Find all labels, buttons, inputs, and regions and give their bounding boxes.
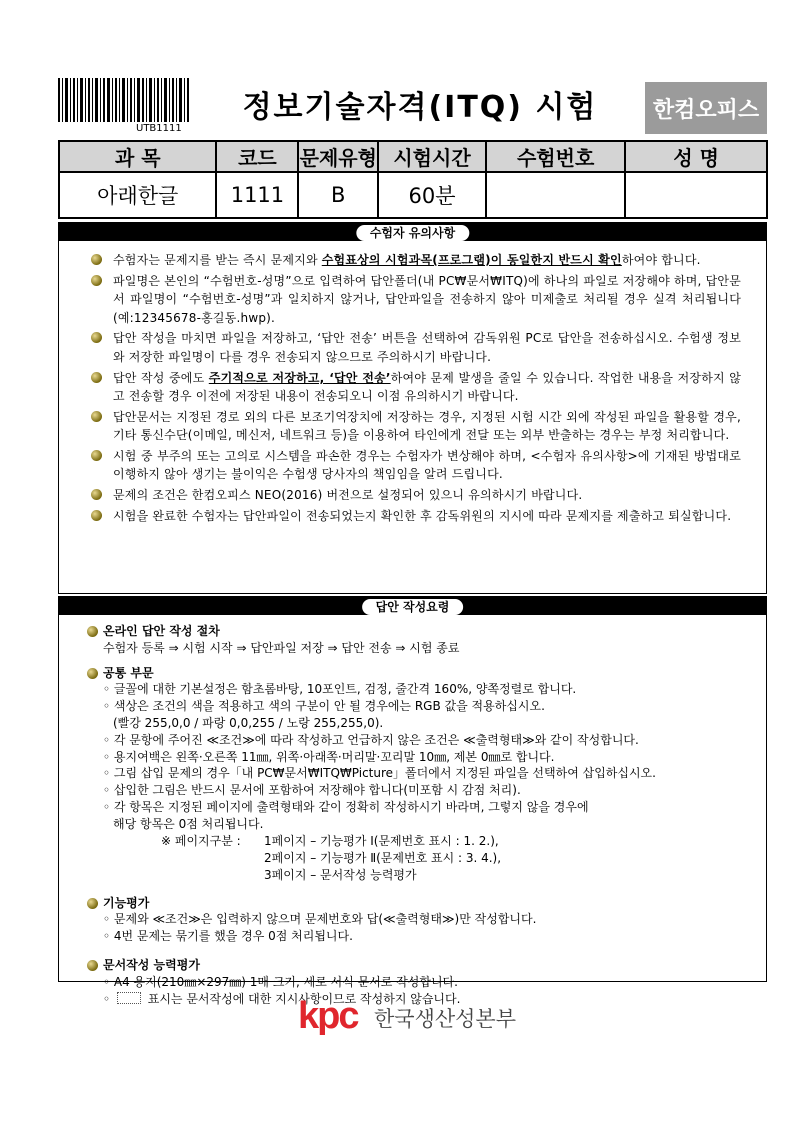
- common-line: ◦ 그림 삽입 문제의 경우「내 PC₩문서₩ITQ₩Picture」폴더에서 지정된 파일을 선택하여 삽입하십시오.: [103, 766, 656, 781]
- document-line: ◦ A4 용지(210㎜×297㎜) 1매 크기, 세로 서식 문서로 작성합니다.: [103, 974, 458, 989]
- guide-title: 답안 작성요령: [362, 599, 464, 615]
- online-heading: 온라인 답안 작성 절차: [87, 623, 757, 640]
- common-line: ◦ 용지여백은 왼쪽·오른쪽 11㎜, 위쪽·아래쪽·머리말·꼬리말 10㎜, 제본 0㎜로 합니다.: [103, 749, 555, 764]
- common-line: ◦ 각 문항에 주어진 ≪조건≫에 따라 작성하고 언급하지 않은 조건은 ≪출력형태≫와 같이 작성합니다.: [103, 732, 639, 747]
- kpc-logo-text: kpc: [298, 995, 358, 1035]
- common-line: (빨강 255,0,0 / 파랑 0,0,255 / 노랑 255,255,0).: [113, 715, 384, 730]
- page-note-line: 2페이지 – 기능평가 Ⅱ(문제번호 표시 : 3. 4.),: [264, 850, 502, 865]
- document-line: ◦ 표시는 문서작성에 대한 지시사항이므로 작성하지 않습니다.: [103, 991, 461, 1006]
- bullet-icon: [87, 668, 98, 679]
- notice-item: 답안 작성을 마치면 파일을 저장하고, ‘답안 전송’ 버튼을 선택하여 감독위원 PC로 답안을 전송하십시오. 수험생 정보와 저장한 파일명이 다를 경우 전송되지 않으므로 주의하시기 바랍니다.: [91, 329, 741, 366]
- exam-info-table: [58, 140, 768, 219]
- bullet-icon: [91, 489, 102, 500]
- notice-item: 수험자는 문제지를 받는 즉시 문제지와 수험표상의 시험과목(프로그램)이 동일한지 반드시 확인하여야 합니다.: [91, 251, 741, 270]
- bullet-icon: [91, 372, 102, 383]
- notice-item: 시험을 완료한 수험자는 답안파일이 전송되었는지 확인한 후 감독위원의 지시에 따라 문제지를 제출하고 퇴실합니다.: [91, 507, 741, 526]
- bullet-icon: [91, 450, 102, 461]
- document-heading: 문서작성 능력평가: [87, 957, 757, 974]
- bullet-icon: [87, 626, 98, 637]
- software-badge: 한컴오피스: [645, 82, 767, 134]
- bullet-icon: [87, 960, 98, 971]
- page-note-line: 1페이지 – 기능평가 Ⅰ(문제번호 표시 : 1. 2.),: [264, 833, 499, 848]
- bullet-icon: [87, 898, 98, 909]
- bullet-icon: [91, 510, 102, 521]
- value-name: [625, 172, 767, 218]
- page-title: 정보기술자격(ITQ) 시험: [242, 90, 598, 125]
- dotted-box-icon: [117, 992, 141, 1004]
- page-note-label: ※ 페이지구분 :: [161, 833, 241, 848]
- page-notes: [87, 833, 757, 883]
- bullet-icon: [91, 332, 102, 343]
- barcode: [58, 78, 190, 122]
- header-name: 성 명: [625, 141, 767, 172]
- header-type: 문제유형: [298, 141, 378, 172]
- notice-item: 문제의 조건은 한컴오피스 NEO(2016) 버전으로 설정되어 있으니 유의하시기 바랍니다.: [91, 486, 741, 505]
- value-code: 1111: [216, 172, 298, 218]
- notice-item: 답안 작성 중에도 주기적으로 저장하고, ‘답안 전송’하여야 문제 발생을 줄일 수 있습니다. 작업한 내용을 저장하지 않고 전송할 경우 이전에 저장된 내용이 전송되오니 이점 유의하시기 바랍니다.: [91, 369, 741, 406]
- barcode-number: UTB1111: [136, 123, 182, 134]
- value-type: B: [298, 172, 378, 218]
- header-exam-number: 수험번호: [486, 141, 626, 172]
- kpc-logo: [298, 995, 368, 1035]
- notice-title: 수험자 유의사항: [356, 225, 469, 241]
- notice-section: [58, 222, 767, 594]
- bullet-icon: [91, 275, 102, 286]
- bullet-icon: [91, 411, 102, 422]
- header-code: 코드: [216, 141, 298, 172]
- header-time: 시험시간: [378, 141, 486, 172]
- function-line: ◦ 문제와 ≪조건≫은 입력하지 않으며 문제번호와 답(≪출력형태≫)만 작성합니다.: [103, 912, 537, 927]
- page-note-line: 3페이지 – 문서작성 능력평가: [264, 867, 417, 882]
- common-heading: 공통 부문: [87, 665, 757, 682]
- value-subject: 아래한글: [59, 172, 216, 218]
- value-time: 60분: [378, 172, 486, 218]
- function-line: ◦ 4번 문제는 묶기를 했을 경우 0점 처리됩니다.: [103, 929, 353, 944]
- notice-item: 답안문서는 지정된 경로 외의 다른 보조기억장치에 저장하는 경우, 지정된 시험 시간 외에 작성된 파일을 활용할 경우, 기타 통신수단(이메일, 메신저, 네트워크 등)을 이용하여 타인에게 전달 또는 외부 반출하는 경우는 부정 처리합니다.: [91, 408, 741, 445]
- guide-section: [58, 596, 767, 1006]
- organization-name: 한국생산성본부: [374, 1007, 517, 1031]
- common-line: 해당 항목은 0점 처리됩니다.: [113, 816, 264, 831]
- notice-item: 시험 중 부주의 또는 고의로 시스템을 파손한 경우는 수험자가 변상해야 하며, <수험자 유의사항>에 기재된 방법대로 이행하지 않아 생기는 불이익은 수험생 당사자의 책임임을 알려 드립니다.: [91, 447, 741, 484]
- common-line: ◦ 각 항목은 지정된 페이지에 출력형태와 같이 정확히 작성하시기 바라며, 그렇지 않을 경우에: [103, 799, 589, 814]
- value-exam-number: [486, 172, 626, 218]
- online-steps: 수험자 등록 ⇒ 시험 시작 ⇒ 답안파일 저장 ⇒ 답안 전송 ⇒ 시험 종료: [103, 640, 460, 655]
- header-subject: 과 목: [59, 141, 216, 172]
- function-heading: 기능평가: [87, 895, 757, 912]
- common-line: ◦ 삽입한 그림은 반드시 문서에 포함하여 저장해야 합니다(미포함 시 감점 처리).: [103, 783, 521, 798]
- notice-list: [91, 251, 741, 528]
- common-line: ◦ 색상은 조건의 색을 적용하고 색의 구분이 안 될 경우에는 RGB 값을 적용하십시오.: [103, 699, 545, 714]
- bullet-icon: [91, 254, 102, 265]
- common-line: ◦ 글꼴에 대한 기본설정은 함초롬바탕, 10포인트, 검정, 줄간격 160%, 양쪽정렬로 합니다.: [103, 682, 577, 697]
- notice-item: 파일명은 본인의 “수험번호-성명”으로 입력하여 답안폴더(내 PC₩문서₩ITQ)에 하나의 파일로 저장해야 하며, 답안문서 파일명이 “수험번호-성명”과 일치하지 않거나, 답안파일을 전송하지 않아 미제출로 처리될 경우 실격 처리됩니다(예:12345678-홍길동.hwp).: [91, 272, 741, 328]
